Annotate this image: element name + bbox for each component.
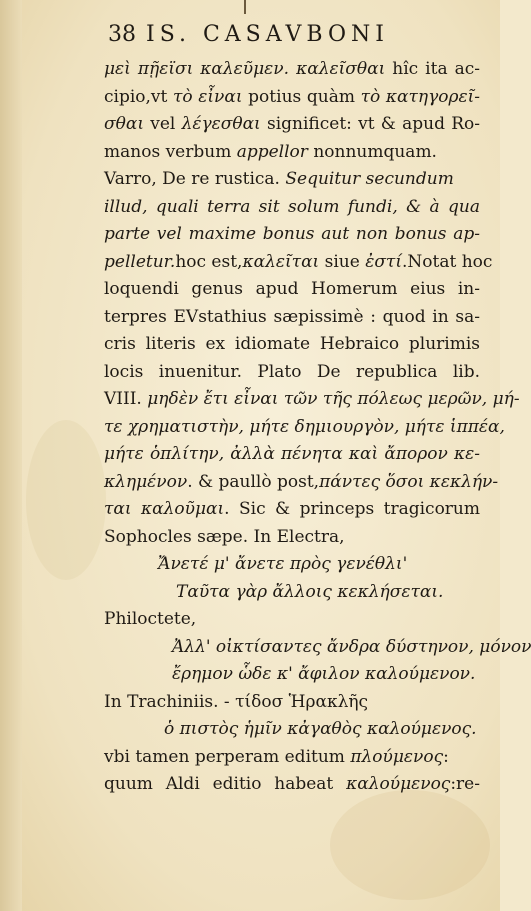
roman-text: VIII.	[104, 389, 148, 409]
greek-text: πάντες ὅσοι κεκλήν-	[319, 471, 499, 492]
roman-text: Varro, De re rustica.	[104, 169, 286, 189]
text-line	[104, 84, 480, 112]
greek-text: τὸ εἶναι	[173, 86, 243, 107]
italic-text: appellor	[236, 141, 308, 162]
greek-text: τὸ κατηγορεῖ-	[360, 86, 481, 107]
roman-text: terpres EVstathius sæpissimè : quod in sa-	[104, 306, 480, 327]
roman-text: :	[443, 746, 449, 767]
greek-text: μήτε ὁπλίτην, ἀλλὰ πένητα καὶ ἄπορον κε-	[104, 444, 480, 464]
greek-text: μηδὲν ἔτι εἶναι τῶν τῆς πόλεως μερῶν, μή-	[147, 389, 520, 409]
roman-text: loquendi genus apud Homerum eius in-	[104, 279, 480, 299]
text-line	[104, 194, 480, 222]
text-line	[104, 551, 480, 579]
text-line	[104, 634, 531, 662]
running-title: IS. CASAVBONI	[146, 22, 389, 47]
text-line	[104, 771, 480, 799]
roman-text: quum Aldi editio habeat	[104, 774, 347, 794]
roman-text: potius quàm	[242, 86, 361, 107]
text-line	[104, 744, 480, 772]
text-line	[104, 606, 480, 634]
text-line	[104, 469, 499, 497]
greek-text: ὁ πιστὸς ἡμῖν κἀγαθὸς καλούμενος.	[164, 719, 477, 739]
text-line	[104, 524, 480, 552]
text-line	[104, 386, 520, 414]
greek-text: καλεῖται	[242, 251, 320, 272]
italic-text: pelletur.	[104, 251, 176, 272]
roman-text: . & paullò post,	[187, 471, 320, 492]
roman-text: vel	[144, 114, 182, 134]
text-line	[104, 304, 480, 332]
greek-text: πλούμενος	[350, 746, 444, 767]
italic-text: parte vel maxime bonus aut non bonus ap-	[104, 224, 480, 244]
greek-text: Ἄνετέ μ' ἄνετε πρὸς γενέθλι'	[158, 554, 408, 574]
roman-text: In Trachiniis. - τίδοσ Ἡρακλῆς	[104, 691, 369, 712]
roman-text: hoc est,	[175, 251, 243, 272]
text-line	[104, 441, 480, 469]
roman-text: cris literis ex idiomate Hebraico plurimis	[104, 334, 480, 354]
greek-text: Ταῦτα γὰρ ἄλλοις κεκλήσεται.	[176, 581, 444, 602]
roman-text: . Sic & princeps tragicorum	[224, 499, 480, 519]
text-body	[104, 56, 531, 799]
text-line	[104, 56, 480, 84]
text-line	[104, 249, 493, 277]
text-line	[104, 496, 480, 524]
greek-text: ται καλοῦμαι	[104, 499, 225, 519]
text-line	[104, 166, 480, 194]
roman-text: Philoctete,	[104, 609, 197, 629]
roman-text: :re-	[450, 774, 480, 794]
greek-text: ἔρημον ὧδε κ' ἄφιλον καλούμενον.	[172, 664, 476, 684]
roman-text: locis inuenitur. Plato De republica lib.	[104, 361, 480, 382]
greek-text: τε χρηματιστὴν, μήτε δημιουργὸν, μήτε ἱππέα,	[104, 416, 505, 437]
italic-text: illud, quali terra sit solum fundi, & à qua	[104, 196, 480, 217]
greek-text: σθαι	[104, 114, 144, 134]
paper-stain	[330, 790, 490, 900]
roman-text: Sophocles sæpe. In Electra,	[104, 526, 345, 547]
greek-text: καλούμενος	[346, 774, 451, 794]
page-gutter	[0, 0, 22, 911]
binding-mark	[244, 0, 246, 14]
roman-text: hîc ita ac-	[385, 59, 480, 79]
running-header	[108, 22, 478, 52]
text-line	[104, 689, 480, 717]
text-line	[104, 331, 480, 359]
greek-text: κλημένον	[104, 471, 188, 492]
roman-text: manos verbum	[104, 141, 237, 162]
text-line	[104, 661, 480, 689]
text-line	[104, 716, 480, 744]
roman-text: cipio,vt	[104, 86, 173, 107]
roman-text: significet: vt & apud Ro-	[260, 114, 480, 134]
text-line	[104, 276, 480, 304]
text-line	[104, 221, 480, 249]
text-line	[104, 414, 505, 442]
text-line	[104, 359, 480, 387]
roman-text: .Notat hoc	[402, 251, 493, 272]
paper-stain	[26, 420, 106, 580]
page-number: 38	[108, 22, 136, 47]
text-line	[104, 579, 480, 607]
greek-text: καλεῖσθαι	[296, 59, 386, 79]
roman-text: nonnumquam.	[307, 141, 437, 162]
greek-text: Ἀλλ' οἰκτίσαντες ἄνδρα δύστηνον, μόνον	[172, 636, 531, 657]
greek-text: μεὶ πῇεϊσι καλεῦμεν.	[104, 59, 297, 79]
greek-text: λέγεσθαι	[181, 114, 261, 134]
italic-text: Sequitur secundum	[285, 169, 454, 189]
roman-text: siue	[319, 251, 366, 272]
text-line	[104, 139, 480, 167]
text-line	[104, 111, 480, 139]
roman-text: vbi tamen perperam editum	[104, 746, 351, 767]
greek-text: ἐστί	[365, 251, 403, 272]
